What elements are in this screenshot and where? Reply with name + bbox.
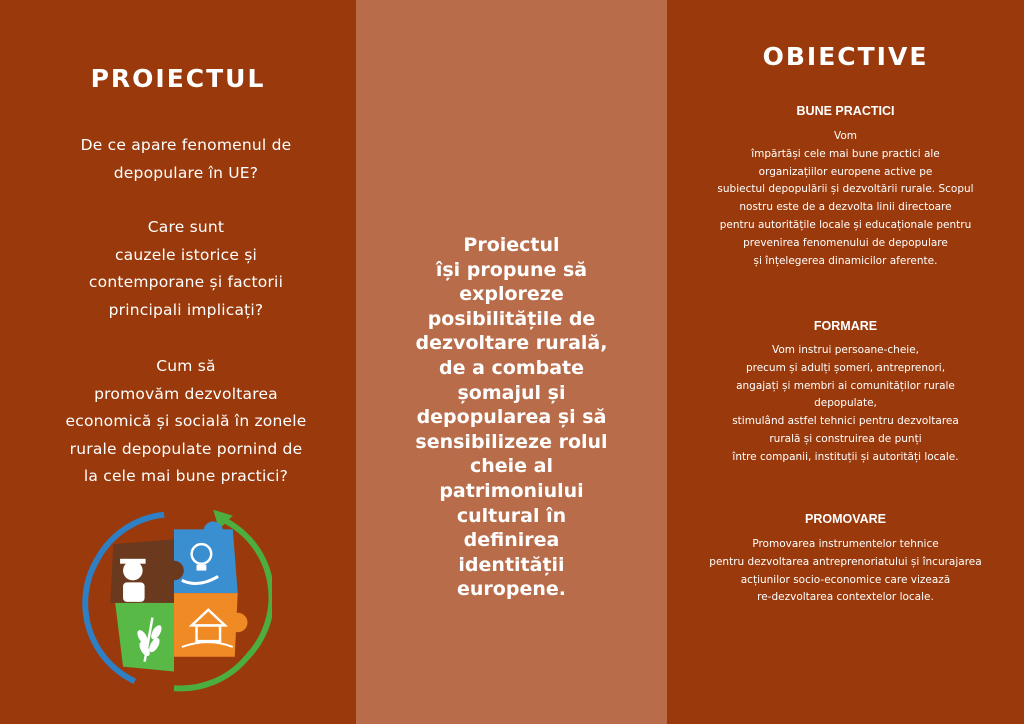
body-line: stimulând astfel tehnici pentru dezvoltarea: [732, 415, 959, 428]
body-line: pentru autoritățile locale și educaționale pentru: [719, 218, 972, 231]
section-heading-bune-practici: BUNE PRACTICI: [796, 104, 895, 118]
proiectul-title: PROIECTUL: [90, 64, 266, 93]
body-line: organizațiilor europene active pe: [758, 165, 933, 178]
q1-line: De ce apare fenomenul de: [80, 136, 292, 154]
body-line: rurală și construirea de punți: [769, 432, 922, 445]
statement-line: exploreze: [459, 283, 564, 306]
blue-puzzle-piece: [174, 529, 238, 593]
section-heading-formare: FORMARE: [813, 319, 878, 333]
question-depopulation: [58, 132, 314, 187]
q2-line: contemporane și factorii: [88, 273, 284, 291]
body-line: Vom instrui persoane-cheie,: [771, 344, 920, 356]
body-line: re-dezvoltarea contextelor locale.: [757, 591, 934, 604]
body-line: subiectul depopulării și dezvoltării rurale. Scopul: [717, 183, 974, 196]
body-line: precum și adulți șomeri, antreprenori,: [745, 361, 946, 374]
farmer-icon: [123, 561, 143, 581]
body-line: pentru dezvoltarea antreprenoriatului și încurajarea: [709, 555, 982, 568]
statement-line: dezvoltare rurală,: [415, 332, 608, 355]
q3-line: economică și socială în zonele: [65, 412, 307, 430]
q3-line: rurale depopulate pornind de: [69, 439, 303, 458]
q2-line: cauzele istorice și: [114, 245, 258, 264]
section-body-formare: [677, 342, 1014, 467]
body-line: între companii, instituții și autorități locale.: [732, 450, 959, 463]
body-line: depopulate,: [814, 397, 877, 410]
statement-line: definirea: [463, 529, 560, 552]
statement-line: depopularea și să: [416, 406, 607, 429]
statement-line: sensibilizeze rolul: [415, 430, 608, 453]
body-line: nostru este de a dezvolta linii directoare: [739, 201, 952, 214]
middle-panel: [356, 0, 667, 724]
q1-line: depopulare în UE?: [113, 163, 259, 182]
statement-line: cultural în: [456, 504, 567, 527]
statement-line: europene.: [457, 578, 566, 601]
body-line: Vom: [833, 130, 858, 142]
q2-line: principali implicați?: [108, 300, 264, 319]
left-panel: [0, 0, 356, 724]
body-line: Promovarea instrumentelor tehnice: [752, 538, 939, 550]
rural-puzzle-logo-icon: [76, 498, 272, 698]
section-body-promovare: [677, 536, 1014, 607]
q3-line: promovăm dezvoltarea: [94, 384, 278, 403]
body-line: și înțelegerea dinamicilor aferente.: [753, 254, 938, 267]
statement-line: patrimoniului: [439, 479, 584, 502]
question-promotion: [58, 353, 314, 491]
question-causes: [58, 214, 314, 324]
statement-line: șomajul și: [457, 381, 566, 404]
body-line: prevenirea fenomenului de depopulare: [743, 236, 948, 249]
statement-line: identității: [458, 553, 565, 576]
statement-line: își propune să: [435, 258, 588, 281]
body-line: angajați și membri ai comunităților rurale: [736, 379, 955, 392]
q3-line: Cum să: [156, 357, 216, 375]
right-panel: [667, 0, 1024, 724]
statement-line: posibilitățile de: [427, 307, 596, 330]
section-heading-promovare: PROMOVARE: [804, 512, 887, 526]
statement-line: Proiectul: [463, 234, 560, 256]
obiective-title: OBIECTIVE: [762, 42, 929, 71]
body-line: acțiunilor socio-economice care vizează: [740, 573, 951, 586]
body-line: împărtăși cele mai bune practici ale: [751, 147, 940, 160]
statement-line: de a combate: [438, 356, 585, 379]
project-statement: [370, 233, 653, 602]
section-body-bune-practici: [677, 128, 1014, 270]
q2-line: Care sunt: [147, 218, 225, 236]
statement-line: cheie al: [469, 455, 554, 478]
q3-line: la cele mai bune practici?: [83, 467, 289, 485]
